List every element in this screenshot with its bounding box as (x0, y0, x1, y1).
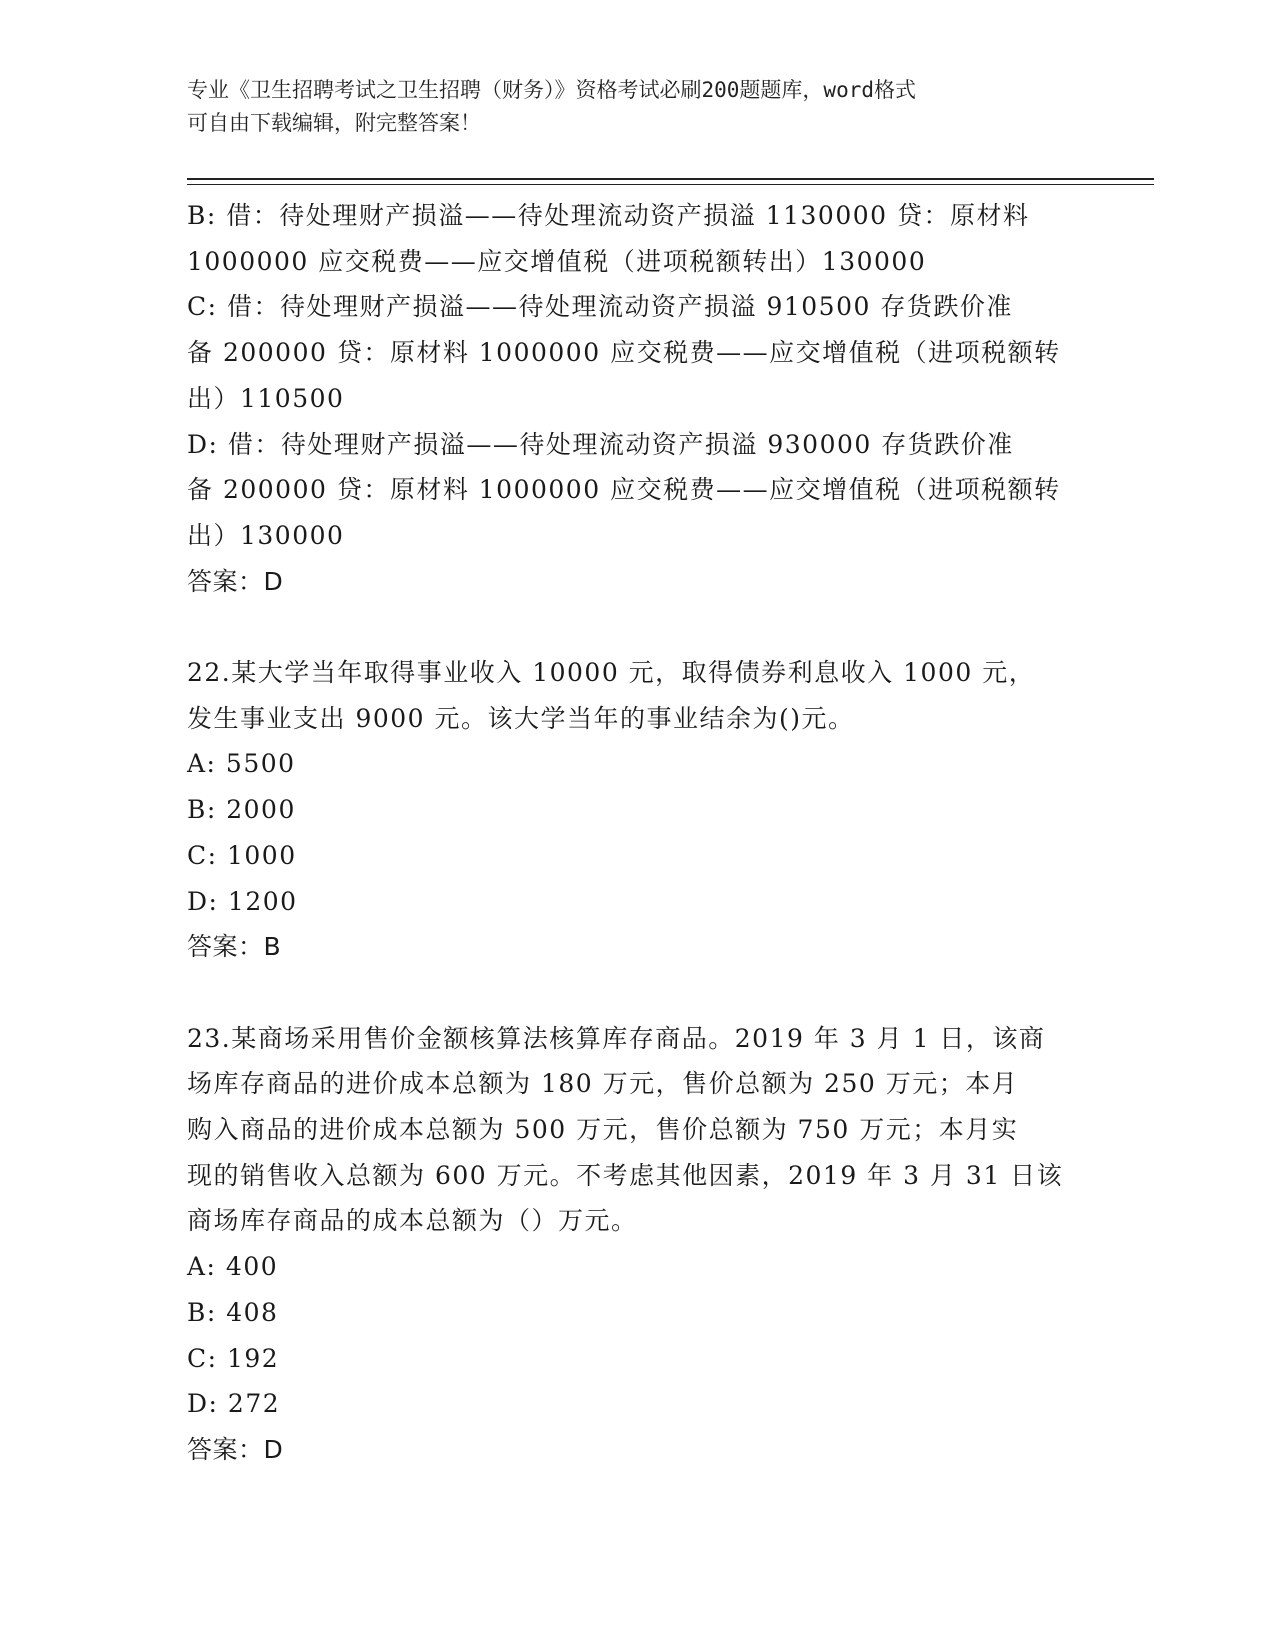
option-line: 出）130000 (187, 520, 345, 550)
option-line: B: 借：待处理财产损溢——待处理流动资产损溢 1130000 贷：原材料 (187, 201, 1030, 230)
question-stem-line: 商场库存商品的成本总额为（）万元。 (187, 1206, 638, 1236)
answer-line: 答案：D (187, 1434, 284, 1464)
header-divider (187, 178, 1154, 180)
option-d (187, 422, 1087, 559)
question-stem-line: 发生事业支出 9000 元。该大学当年的事业结余为()元。 (187, 703, 855, 733)
option-b: B: 2000 (187, 795, 296, 825)
header-line: 可自由下载编辑，附完整答案！ (187, 111, 481, 135)
option-line: 1000000 应交税费——应交增值税（进项税额转出）130000 (187, 246, 927, 276)
spacer (187, 970, 1087, 1016)
option-c (187, 284, 1087, 421)
option-line: 备 200000 贷：原材料 1000000 应交税费——应交增值税（进项税额转 (187, 475, 1061, 505)
header-line: 专业《卫生招聘考试之卫生招聘（财务）》资格考试必刷200题题库，word格式 (187, 78, 916, 102)
option-c: C: 1000 (187, 840, 297, 870)
option-a: A: 400 (187, 1252, 279, 1282)
option-d: D: 272 (187, 1389, 281, 1419)
question-stem-line: 场库存商品的进价成本总额为 180 万元，售价总额为 250 万元；本月 (187, 1069, 1019, 1099)
option-c: C: 192 (187, 1343, 280, 1373)
option-b (187, 193, 1087, 284)
option-a: A: 5500 (187, 749, 296, 779)
spacer (187, 604, 1087, 650)
question-stem-line: 22.某大学当年取得事业收入 10000 元，取得债券利息收入 1000 元， (187, 658, 1036, 688)
question-21-tail (187, 193, 1087, 604)
question-stem-line: 现的销售收入总额为 600 万元。不考虑其他因素，2019 年 3 月 31 日该 (187, 1160, 1064, 1190)
answer-line: 答案：D (187, 566, 284, 596)
option-d: D: 1200 (187, 886, 298, 916)
question-list (187, 193, 1087, 1473)
option-line: 出）110500 (187, 383, 345, 413)
answer-line: 答案：B (187, 932, 282, 962)
header-divider (187, 184, 1154, 185)
question-22 (187, 650, 1087, 970)
question-23 (187, 1016, 1087, 1473)
option-b: B: 408 (187, 1297, 279, 1327)
question-stem-line: 23.某商场采用售价金额核算法核算库存商品。2019 年 3 月 1 日，该商 (187, 1023, 1046, 1053)
option-line: D: 借：待处理财产损溢——待处理流动资产损溢 930000 存货跌价准 (187, 429, 1014, 459)
option-line: 备 200000 贷：原材料 1000000 应交税费——应交增值税（进项税额转 (187, 338, 1061, 368)
question-stem-line: 购入商品的进价成本总额为 500 万元，售价总额为 750 万元；本月实 (187, 1115, 1019, 1145)
option-line: C: 借：待处理财产损溢——待处理流动资产损溢 910500 存货跌价准 (187, 292, 1013, 322)
document-header (187, 74, 1067, 140)
